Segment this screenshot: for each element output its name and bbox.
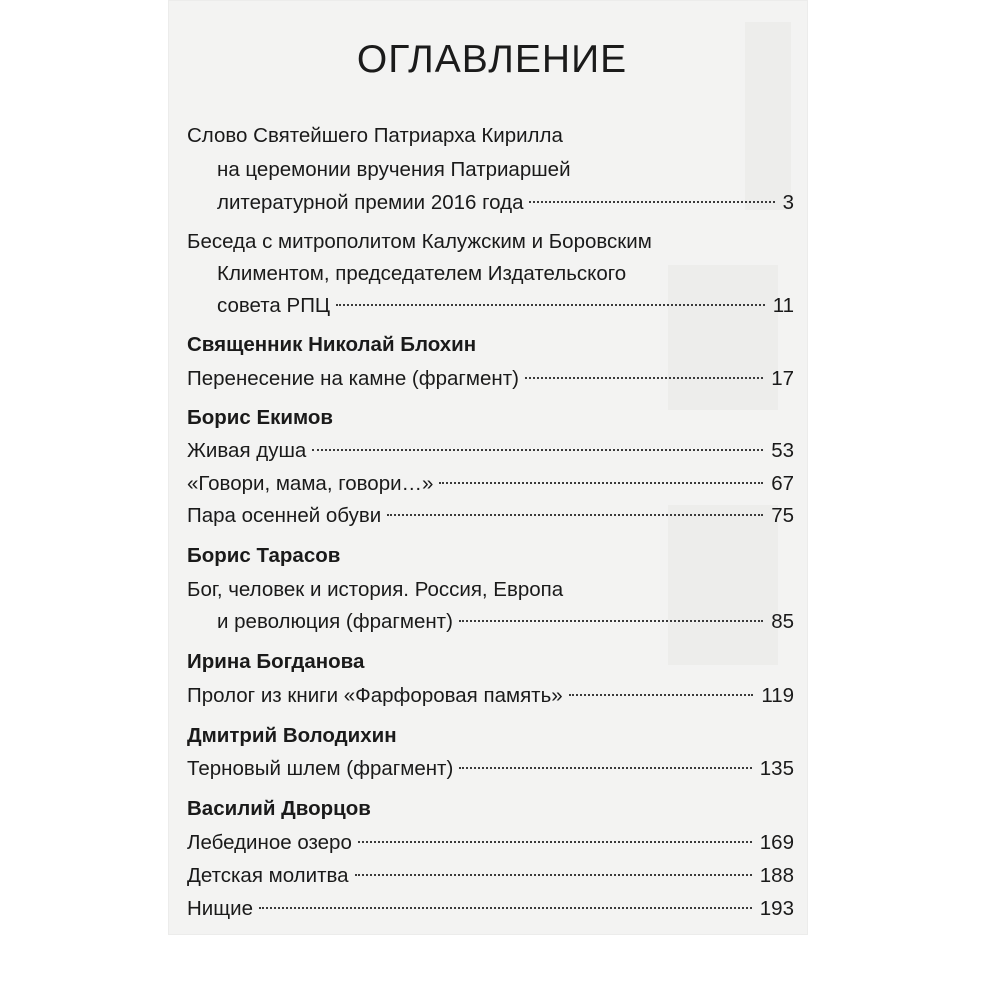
author-heading: Борис Тарасов <box>187 544 341 567</box>
toc-entry-title: Лебединое озеро <box>187 831 352 854</box>
toc-entry-title: Пролог из книги «Фарфоровая память» <box>187 684 563 707</box>
toc-entry-title: литературной премии 2016 года <box>217 191 524 214</box>
author-heading: Ирина Богданова <box>187 650 365 673</box>
page-number: 75 <box>771 504 794 527</box>
page-number: 85 <box>771 610 794 633</box>
dot-leader <box>336 304 765 306</box>
dot-leader <box>439 482 763 484</box>
toc-entry-row[interactable] <box>187 827 794 859</box>
page-number: 53 <box>771 439 794 462</box>
toc-heading: ОГЛАВЛЕНИЕ <box>356 38 628 81</box>
toc-entry-row[interactable] <box>217 187 794 219</box>
dot-leader <box>459 620 763 622</box>
toc-entry-title: Пара осенней обуви <box>187 504 382 527</box>
dot-leader <box>529 201 774 203</box>
dot-leader <box>355 874 752 876</box>
dot-leader <box>387 514 763 516</box>
toc-entry-row[interactable] <box>187 435 794 467</box>
page-number: 193 <box>759 897 794 920</box>
dot-leader <box>569 694 754 696</box>
toc-entry-title: Нищие <box>187 897 253 920</box>
toc-entry-title: «Говори, мама, говори…» <box>187 472 434 495</box>
dot-leader <box>312 449 763 451</box>
page-number: 119 <box>761 684 794 707</box>
toc-entry-title: Перенесение на камне (фрагмент) <box>187 367 519 390</box>
author-heading: Борис Екимов <box>187 406 334 429</box>
dot-leader <box>358 841 752 843</box>
toc-entry-row[interactable] <box>217 290 794 322</box>
toc-entry-row[interactable] <box>187 468 794 500</box>
toc-entry-row[interactable] <box>217 606 794 638</box>
toc-entry-title: и революция (фрагмент) <box>217 610 453 633</box>
toc-entry-title: Терновый шлем (фрагмент) <box>187 757 454 780</box>
toc-entry-title: совета РПЦ <box>217 294 331 317</box>
dot-leader <box>459 767 752 769</box>
page-number: 3 <box>782 191 794 214</box>
toc-entry-row[interactable] <box>187 500 794 532</box>
author-heading: Василий Дворцов <box>187 797 371 820</box>
toc-entry-row[interactable] <box>187 893 794 925</box>
toc-entry-line: на церемонии вручения Патриаршей <box>217 158 571 181</box>
toc-entry-row[interactable] <box>187 753 794 785</box>
page-number: 188 <box>759 864 794 887</box>
toc-entry-line: Беседа с митрополитом Калужским и Боровским <box>187 230 652 253</box>
page-number: 67 <box>771 472 794 495</box>
toc-entry-row[interactable] <box>187 680 794 712</box>
page-number: 169 <box>759 831 794 854</box>
toc-entry-line: Слово Святейшего Патриарха Кирилла <box>187 124 563 147</box>
page-number: 135 <box>759 757 794 780</box>
dot-leader <box>525 377 763 379</box>
toc-entry-line: Климентом, председателем Издательского <box>217 262 627 285</box>
toc-entry-row[interactable] <box>187 363 794 395</box>
author-heading: Дмитрий Володихин <box>187 724 397 747</box>
toc-entry-title: Детская молитва <box>187 864 349 887</box>
toc-entry-title: Живая душа <box>187 439 307 462</box>
page-number: 11 <box>772 294 794 317</box>
page-number: 17 <box>771 367 794 390</box>
toc-entry-line: Бог, человек и история. Россия, Европа <box>187 578 564 601</box>
author-heading: Священник Николай Блохин <box>187 333 477 356</box>
dot-leader <box>259 907 752 909</box>
toc-entry-row[interactable] <box>187 860 794 892</box>
